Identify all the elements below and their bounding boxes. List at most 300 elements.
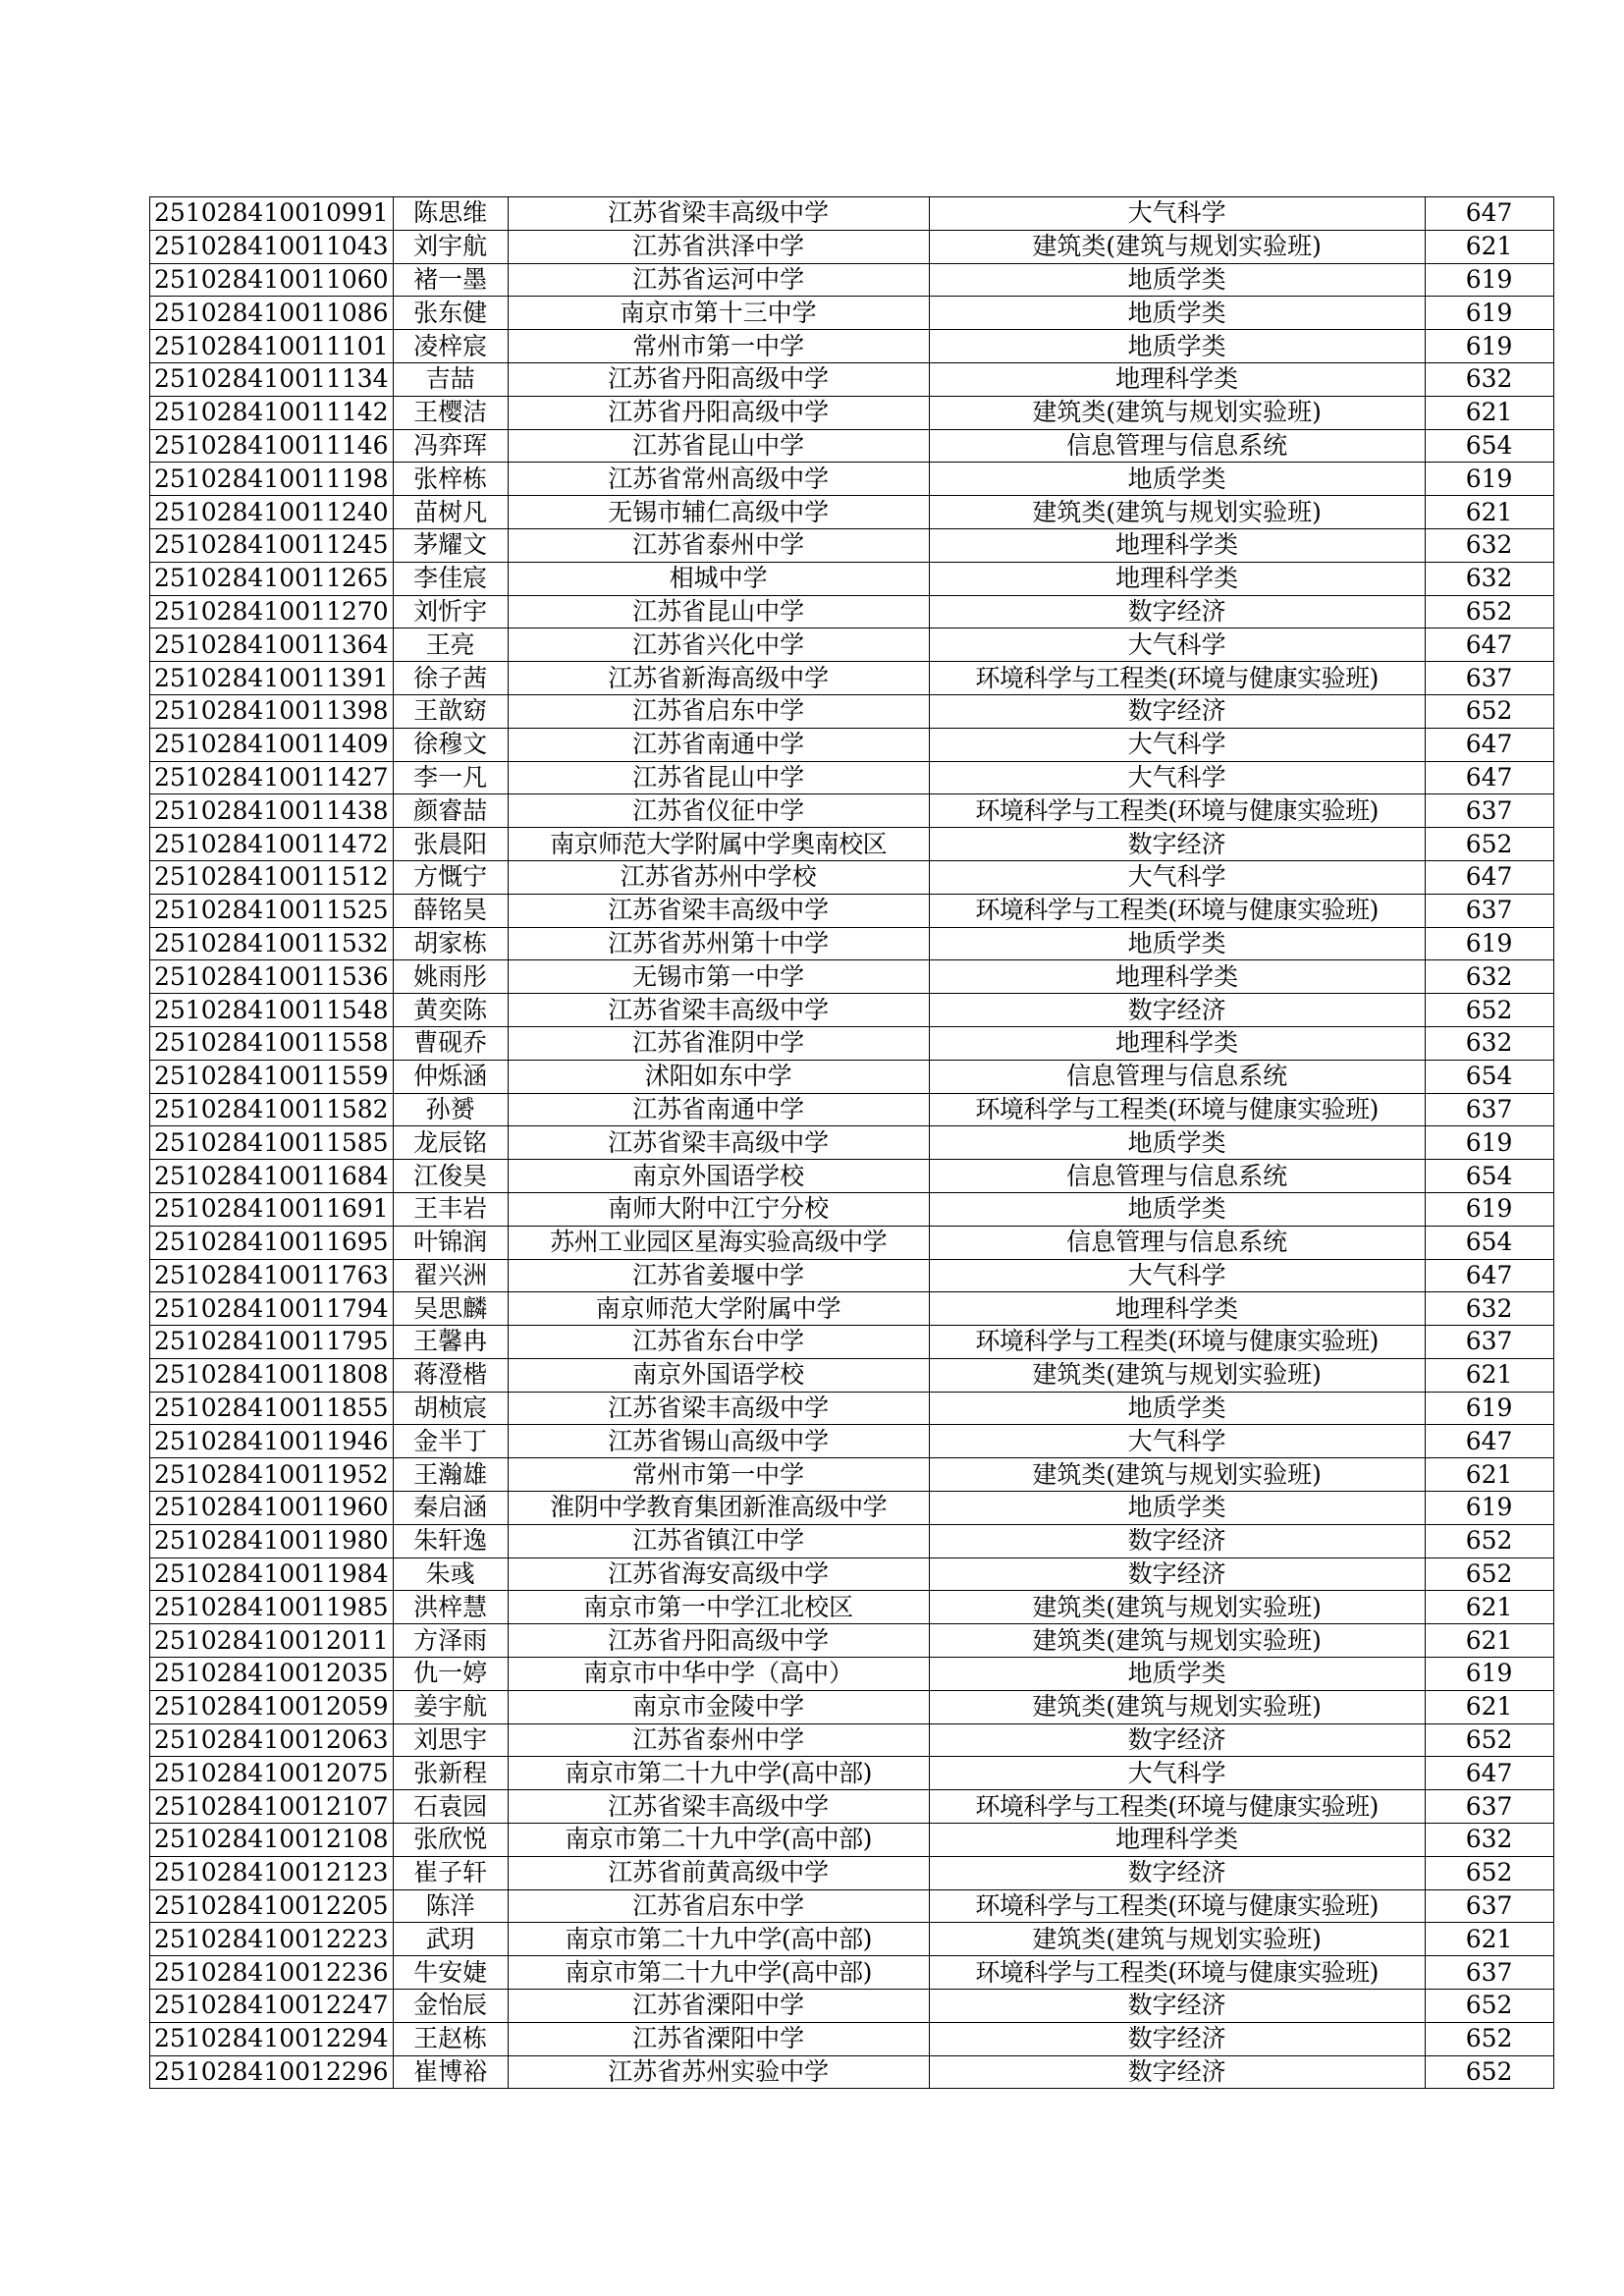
score-cell: 654 [1425,1160,1553,1193]
table-row [150,1923,1554,1956]
major-cell: 数字经济 [929,994,1425,1027]
candidate-number-cell: 251028410011536 [150,960,394,994]
student-name-cell: 叶锦润 [393,1226,508,1259]
table-row [150,1856,1554,1889]
table-row [150,1990,1554,2023]
major-cell: 地质学类 [929,1492,1425,1525]
table-row [150,1757,1554,1790]
score-cell: 619 [1425,1392,1553,1425]
major-cell: 建筑类(建筑与规划实验班) [929,230,1425,263]
student-name-cell: 龙辰铭 [393,1126,508,1160]
table-row [150,1889,1554,1923]
table-row [150,860,1554,894]
score-cell: 619 [1425,1126,1553,1160]
school-name-cell: 南京市第十三中学 [508,297,929,330]
table-row [150,1524,1554,1558]
candidate-number-cell: 251028410011409 [150,728,394,761]
admission-list-table [149,196,1554,2089]
candidate-number-cell: 251028410011265 [150,562,394,595]
major-cell: 环境科学与工程类(环境与健康实验班) [929,662,1425,695]
major-cell: 数字经济 [929,828,1425,861]
table-row [150,1492,1554,1525]
candidate-number-cell: 251028410011558 [150,1026,394,1060]
major-cell: 环境科学与工程类(环境与健康实验班) [929,1093,1425,1126]
school-name-cell: 江苏省梁丰高级中学 [508,1126,929,1160]
major-cell: 建筑类(建筑与规划实验班) [929,1458,1425,1492]
student-name-cell: 胡家栋 [393,927,508,960]
candidate-number-cell: 251028410011060 [150,263,394,297]
score-cell: 637 [1425,794,1553,828]
table-row [150,1624,1554,1658]
school-name-cell: 江苏省泰州中学 [508,1723,929,1757]
candidate-number-cell: 251028410011146 [150,429,394,463]
candidate-number-cell: 251028410011240 [150,496,394,529]
candidate-number-cell: 251028410011142 [150,396,394,429]
score-cell: 619 [1425,1192,1553,1226]
candidate-number-cell: 251028410011984 [150,1558,394,1591]
candidate-number-cell: 251028410012011 [150,1624,394,1658]
student-name-cell: 胡桢宸 [393,1392,508,1425]
candidate-number-cell: 251028410011559 [150,1060,394,1093]
score-cell: 647 [1425,197,1553,231]
score-cell: 652 [1425,595,1553,629]
score-cell: 621 [1425,1690,1553,1723]
candidate-number-cell: 251028410011427 [150,761,394,794]
candidate-number-cell: 251028410011946 [150,1425,394,1458]
table-row [150,263,1554,297]
student-name-cell: 刘忻宇 [393,595,508,629]
table-row [150,595,1554,629]
school-name-cell: 江苏省丹阳高级中学 [508,1624,929,1658]
school-name-cell: 无锡市第一中学 [508,960,929,994]
school-name-cell: 江苏省淮阴中学 [508,1026,929,1060]
student-name-cell: 王歆窈 [393,694,508,728]
score-cell: 621 [1425,1624,1553,1658]
score-cell: 654 [1425,1060,1553,1093]
table-row [150,662,1554,695]
candidate-number-cell: 251028410012123 [150,1856,394,1889]
table-row [150,1591,1554,1624]
school-name-cell: 江苏省南通中学 [508,728,929,761]
student-name-cell: 石袁园 [393,1790,508,1824]
student-name-cell: 仲烁涵 [393,1060,508,1093]
table-row [150,1425,1554,1458]
major-cell: 数字经济 [929,1524,1425,1558]
school-name-cell: 江苏省昆山中学 [508,761,929,794]
school-name-cell: 常州市第一中学 [508,330,929,363]
score-cell: 619 [1425,1658,1553,1691]
student-name-cell: 凌梓宸 [393,330,508,363]
table-row [150,960,1554,994]
major-cell: 地理科学类 [929,1824,1425,1857]
major-cell: 环境科学与工程类(环境与健康实验班) [929,1956,1425,1990]
table-row [150,728,1554,761]
student-name-cell: 崔博裕 [393,2055,508,2089]
student-name-cell: 冯弈珲 [393,429,508,463]
table-row [150,927,1554,960]
candidate-number-cell: 251028410011086 [150,297,394,330]
score-cell: 647 [1425,728,1553,761]
candidate-number-cell: 251028410011691 [150,1192,394,1226]
table-row [150,429,1554,463]
score-cell: 632 [1425,1026,1553,1060]
candidate-number-cell: 251028410011808 [150,1358,394,1392]
school-name-cell: 江苏省洪泽中学 [508,230,929,263]
student-name-cell: 金怡辰 [393,1990,508,2023]
table-row [150,694,1554,728]
score-cell: 652 [1425,1856,1553,1889]
school-name-cell: 江苏省启东中学 [508,1889,929,1923]
table-row [150,1956,1554,1990]
school-name-cell: 江苏省梁丰高级中学 [508,1392,929,1425]
major-cell: 信息管理与信息系统 [929,429,1425,463]
major-cell: 地质学类 [929,1392,1425,1425]
score-cell: 637 [1425,1790,1553,1824]
major-cell: 大气科学 [929,1757,1425,1790]
student-name-cell: 牛安婕 [393,1956,508,1990]
major-cell: 地质学类 [929,1126,1425,1160]
student-name-cell: 方泽雨 [393,1624,508,1658]
school-name-cell: 江苏省梁丰高级中学 [508,1790,929,1824]
school-name-cell: 南京师范大学附属中学奥南校区 [508,828,929,861]
score-cell: 637 [1425,1326,1553,1359]
candidate-number-cell: 251028410011525 [150,894,394,927]
major-cell: 大气科学 [929,629,1425,662]
table-row [150,1790,1554,1824]
candidate-number-cell: 251028410012294 [150,2022,394,2055]
score-cell: 632 [1425,1824,1553,1857]
table-row [150,330,1554,363]
major-cell: 信息管理与信息系统 [929,1160,1425,1193]
major-cell: 地质学类 [929,263,1425,297]
score-cell: 654 [1425,1226,1553,1259]
student-name-cell: 姜宇航 [393,1690,508,1723]
table-row [150,1292,1554,1326]
student-name-cell: 江俊昊 [393,1160,508,1193]
major-cell: 数字经济 [929,2055,1425,2089]
major-cell: 建筑类(建筑与规划实验班) [929,1624,1425,1658]
major-cell: 环境科学与工程类(环境与健康实验班) [929,794,1425,828]
major-cell: 大气科学 [929,761,1425,794]
major-cell: 大气科学 [929,860,1425,894]
candidate-number-cell: 251028410011985 [150,1591,394,1624]
major-cell: 地理科学类 [929,562,1425,595]
major-cell: 大气科学 [929,197,1425,231]
table-row [150,2055,1554,2089]
student-name-cell: 金半丁 [393,1425,508,1458]
school-name-cell: 江苏省梁丰高级中学 [508,994,929,1027]
table-row [150,2022,1554,2055]
score-cell: 621 [1425,396,1553,429]
school-name-cell: 江苏省镇江中学 [508,1524,929,1558]
table-row [150,629,1554,662]
candidate-number-cell: 251028410011763 [150,1259,394,1292]
score-cell: 652 [1425,2022,1553,2055]
student-name-cell: 孙赟 [393,1093,508,1126]
major-cell: 大气科学 [929,1425,1425,1458]
student-name-cell: 仇一婷 [393,1658,508,1691]
table-row [150,1558,1554,1591]
major-cell: 地理科学类 [929,1026,1425,1060]
school-name-cell: 南京师范大学附属中学 [508,1292,929,1326]
candidate-number-cell: 251028410011512 [150,860,394,894]
major-cell: 大气科学 [929,728,1425,761]
school-name-cell: 淮阴中学教育集团新淮高级中学 [508,1492,929,1525]
score-cell: 647 [1425,1757,1553,1790]
student-name-cell: 张东健 [393,297,508,330]
table-row [150,1226,1554,1259]
school-name-cell: 南京市第二十九中学(高中部) [508,1923,929,1956]
student-name-cell: 薛铭昊 [393,894,508,927]
major-cell: 建筑类(建筑与规划实验班) [929,1690,1425,1723]
score-cell: 632 [1425,960,1553,994]
school-name-cell: 江苏省南通中学 [508,1093,929,1126]
student-name-cell: 张新程 [393,1757,508,1790]
major-cell: 环境科学与工程类(环境与健康实验班) [929,1326,1425,1359]
score-cell: 637 [1425,1093,1553,1126]
student-name-cell: 张欣悦 [393,1824,508,1857]
candidate-number-cell: 251028410011795 [150,1326,394,1359]
score-cell: 652 [1425,828,1553,861]
candidate-number-cell: 251028410012035 [150,1658,394,1691]
school-name-cell: 江苏省海安高级中学 [508,1558,929,1591]
student-name-cell: 李一凡 [393,761,508,794]
candidate-number-cell: 251028410011855 [150,1392,394,1425]
score-cell: 652 [1425,1558,1553,1591]
table-row [150,1458,1554,1492]
school-name-cell: 南京市第二十九中学(高中部) [508,1824,929,1857]
score-cell: 637 [1425,662,1553,695]
major-cell: 环境科学与工程类(环境与健康实验班) [929,894,1425,927]
candidate-number-cell: 251028410011794 [150,1292,394,1326]
student-name-cell: 颜睿喆 [393,794,508,828]
score-cell: 632 [1425,562,1553,595]
student-name-cell: 姚雨彤 [393,960,508,994]
table-row [150,1060,1554,1093]
score-cell: 619 [1425,1492,1553,1525]
school-name-cell: 江苏省新海高级中学 [508,662,929,695]
candidate-number-cell: 251028410011695 [150,1226,394,1259]
candidate-number-cell: 251028410011198 [150,463,394,496]
student-name-cell: 王馨冉 [393,1326,508,1359]
school-name-cell: 江苏省兴化中学 [508,629,929,662]
school-name-cell: 无锡市辅仁高级中学 [508,496,929,529]
candidate-number-cell: 251028410011043 [150,230,394,263]
score-cell: 619 [1425,927,1553,960]
student-name-cell: 朱轩逸 [393,1524,508,1558]
candidate-number-cell: 251028410012108 [150,1824,394,1857]
candidate-number-cell: 251028410012236 [150,1956,394,1990]
candidate-number-cell: 251028410012075 [150,1757,394,1790]
score-cell: 619 [1425,330,1553,363]
candidate-number-cell: 251028410011364 [150,629,394,662]
major-cell: 地质学类 [929,297,1425,330]
student-name-cell: 李佳宸 [393,562,508,595]
table-row [150,761,1554,794]
table-row [150,1658,1554,1691]
table-row [150,1093,1554,1126]
student-name-cell: 朱彧 [393,1558,508,1591]
major-cell: 地质学类 [929,330,1425,363]
candidate-number-cell: 251028410011980 [150,1524,394,1558]
student-name-cell: 王亮 [393,629,508,662]
candidate-number-cell: 251028410012107 [150,1790,394,1824]
major-cell: 信息管理与信息系统 [929,1226,1425,1259]
table-row [150,1192,1554,1226]
major-cell: 数字经济 [929,1856,1425,1889]
candidate-number-cell: 251028410011134 [150,362,394,396]
candidate-number-cell: 251028410011585 [150,1126,394,1160]
school-name-cell: 江苏省锡山高级中学 [508,1425,929,1458]
school-name-cell: 江苏省泰州中学 [508,528,929,562]
major-cell: 地质学类 [929,927,1425,960]
table-row [150,230,1554,263]
table-row [150,794,1554,828]
school-name-cell: 江苏省苏州实验中学 [508,2055,929,2089]
candidate-number-cell: 251028410011270 [150,595,394,629]
table-row [150,1126,1554,1160]
score-cell: 647 [1425,1259,1553,1292]
score-cell: 619 [1425,297,1553,330]
school-name-cell: 南京市金陵中学 [508,1690,929,1723]
student-name-cell: 陈思维 [393,197,508,231]
major-cell: 建筑类(建筑与规划实验班) [929,1591,1425,1624]
school-name-cell: 江苏省梁丰高级中学 [508,197,929,231]
table-row [150,1723,1554,1757]
student-name-cell: 吴思麟 [393,1292,508,1326]
table-row [150,528,1554,562]
school-name-cell: 江苏省苏州第十中学 [508,927,929,960]
table-row [150,396,1554,429]
major-cell: 地理科学类 [929,528,1425,562]
major-cell: 地质学类 [929,1658,1425,1691]
table-row [150,197,1554,231]
score-cell: 632 [1425,528,1553,562]
school-name-cell: 江苏省昆山中学 [508,429,929,463]
school-name-cell: 江苏省昆山中学 [508,595,929,629]
school-name-cell: 南京市第二十九中学(高中部) [508,1956,929,1990]
score-cell: 647 [1425,1425,1553,1458]
student-name-cell: 刘思宇 [393,1723,508,1757]
student-name-cell: 翟兴洲 [393,1259,508,1292]
student-name-cell: 王樱洁 [393,396,508,429]
table-row [150,1824,1554,1857]
student-name-cell: 王赵栋 [393,2022,508,2055]
school-name-cell: 江苏省启东中学 [508,694,929,728]
table-row [150,1392,1554,1425]
school-name-cell: 南京市第一中学江北校区 [508,1591,929,1624]
table-row [150,463,1554,496]
table-row [150,1690,1554,1723]
major-cell: 数字经济 [929,2022,1425,2055]
candidate-number-cell: 251028410011391 [150,662,394,695]
student-name-cell: 张晨阳 [393,828,508,861]
school-name-cell: 江苏省姜堰中学 [508,1259,929,1292]
student-name-cell: 徐子茜 [393,662,508,695]
score-cell: 621 [1425,1358,1553,1392]
school-name-cell: 江苏省梁丰高级中学 [508,894,929,927]
score-cell: 652 [1425,994,1553,1027]
major-cell: 环境科学与工程类(环境与健康实验班) [929,1790,1425,1824]
major-cell: 数字经济 [929,1558,1425,1591]
school-name-cell: 相城中学 [508,562,929,595]
major-cell: 地质学类 [929,1192,1425,1226]
table-row [150,496,1554,529]
candidate-number-cell: 251028410012223 [150,1923,394,1956]
student-name-cell: 陈洋 [393,1889,508,1923]
score-cell: 621 [1425,1591,1553,1624]
major-cell: 数字经济 [929,694,1425,728]
table-row [150,362,1554,396]
table-row [150,1326,1554,1359]
student-name-cell: 褚一墨 [393,263,508,297]
school-name-cell: 江苏省仪征中学 [508,794,929,828]
table-row [150,1160,1554,1193]
student-name-cell: 徐穆文 [393,728,508,761]
score-cell: 652 [1425,1524,1553,1558]
school-name-cell: 沭阳如东中学 [508,1060,929,1093]
score-cell: 647 [1425,761,1553,794]
table-row [150,562,1554,595]
score-cell: 621 [1425,1458,1553,1492]
candidate-number-cell: 251028410011548 [150,994,394,1027]
major-cell: 地质学类 [929,463,1425,496]
school-name-cell: 江苏省溧阳中学 [508,2022,929,2055]
major-cell: 建筑类(建筑与规划实验班) [929,1358,1425,1392]
candidate-number-cell: 251028410012063 [150,1723,394,1757]
student-name-cell: 方慨宁 [393,860,508,894]
school-name-cell: 南师大附中江宁分校 [508,1192,929,1226]
score-cell: 619 [1425,463,1553,496]
candidate-number-cell: 251028410010991 [150,197,394,231]
major-cell: 数字经济 [929,1990,1425,2023]
school-name-cell: 江苏省东台中学 [508,1326,929,1359]
score-cell: 637 [1425,894,1553,927]
major-cell: 地理科学类 [929,1292,1425,1326]
student-name-cell: 秦启涵 [393,1492,508,1525]
school-name-cell: 江苏省丹阳高级中学 [508,362,929,396]
student-name-cell: 蒋澄楷 [393,1358,508,1392]
table-row [150,994,1554,1027]
candidate-number-cell: 251028410011582 [150,1093,394,1126]
major-cell: 数字经济 [929,595,1425,629]
score-cell: 621 [1425,1923,1553,1956]
table-row [150,1259,1554,1292]
school-name-cell: 江苏省运河中学 [508,263,929,297]
score-cell: 621 [1425,230,1553,263]
major-cell: 信息管理与信息系统 [929,1060,1425,1093]
major-cell: 地理科学类 [929,960,1425,994]
score-cell: 647 [1425,860,1553,894]
score-cell: 621 [1425,496,1553,529]
score-cell: 652 [1425,1723,1553,1757]
school-name-cell: 南京外国语学校 [508,1160,929,1193]
candidate-number-cell: 251028410011684 [150,1160,394,1193]
student-name-cell: 茅耀文 [393,528,508,562]
score-cell: 654 [1425,429,1553,463]
table-row [150,1358,1554,1392]
table-row [150,894,1554,927]
score-cell: 637 [1425,1956,1553,1990]
major-cell: 环境科学与工程类(环境与健康实验班) [929,1889,1425,1923]
major-cell: 建筑类(建筑与规划实验班) [929,496,1425,529]
major-cell: 大气科学 [929,1259,1425,1292]
score-cell: 619 [1425,263,1553,297]
score-cell: 632 [1425,1292,1553,1326]
score-cell: 652 [1425,2055,1553,2089]
student-name-cell: 黄奕陈 [393,994,508,1027]
major-cell: 数字经济 [929,1723,1425,1757]
